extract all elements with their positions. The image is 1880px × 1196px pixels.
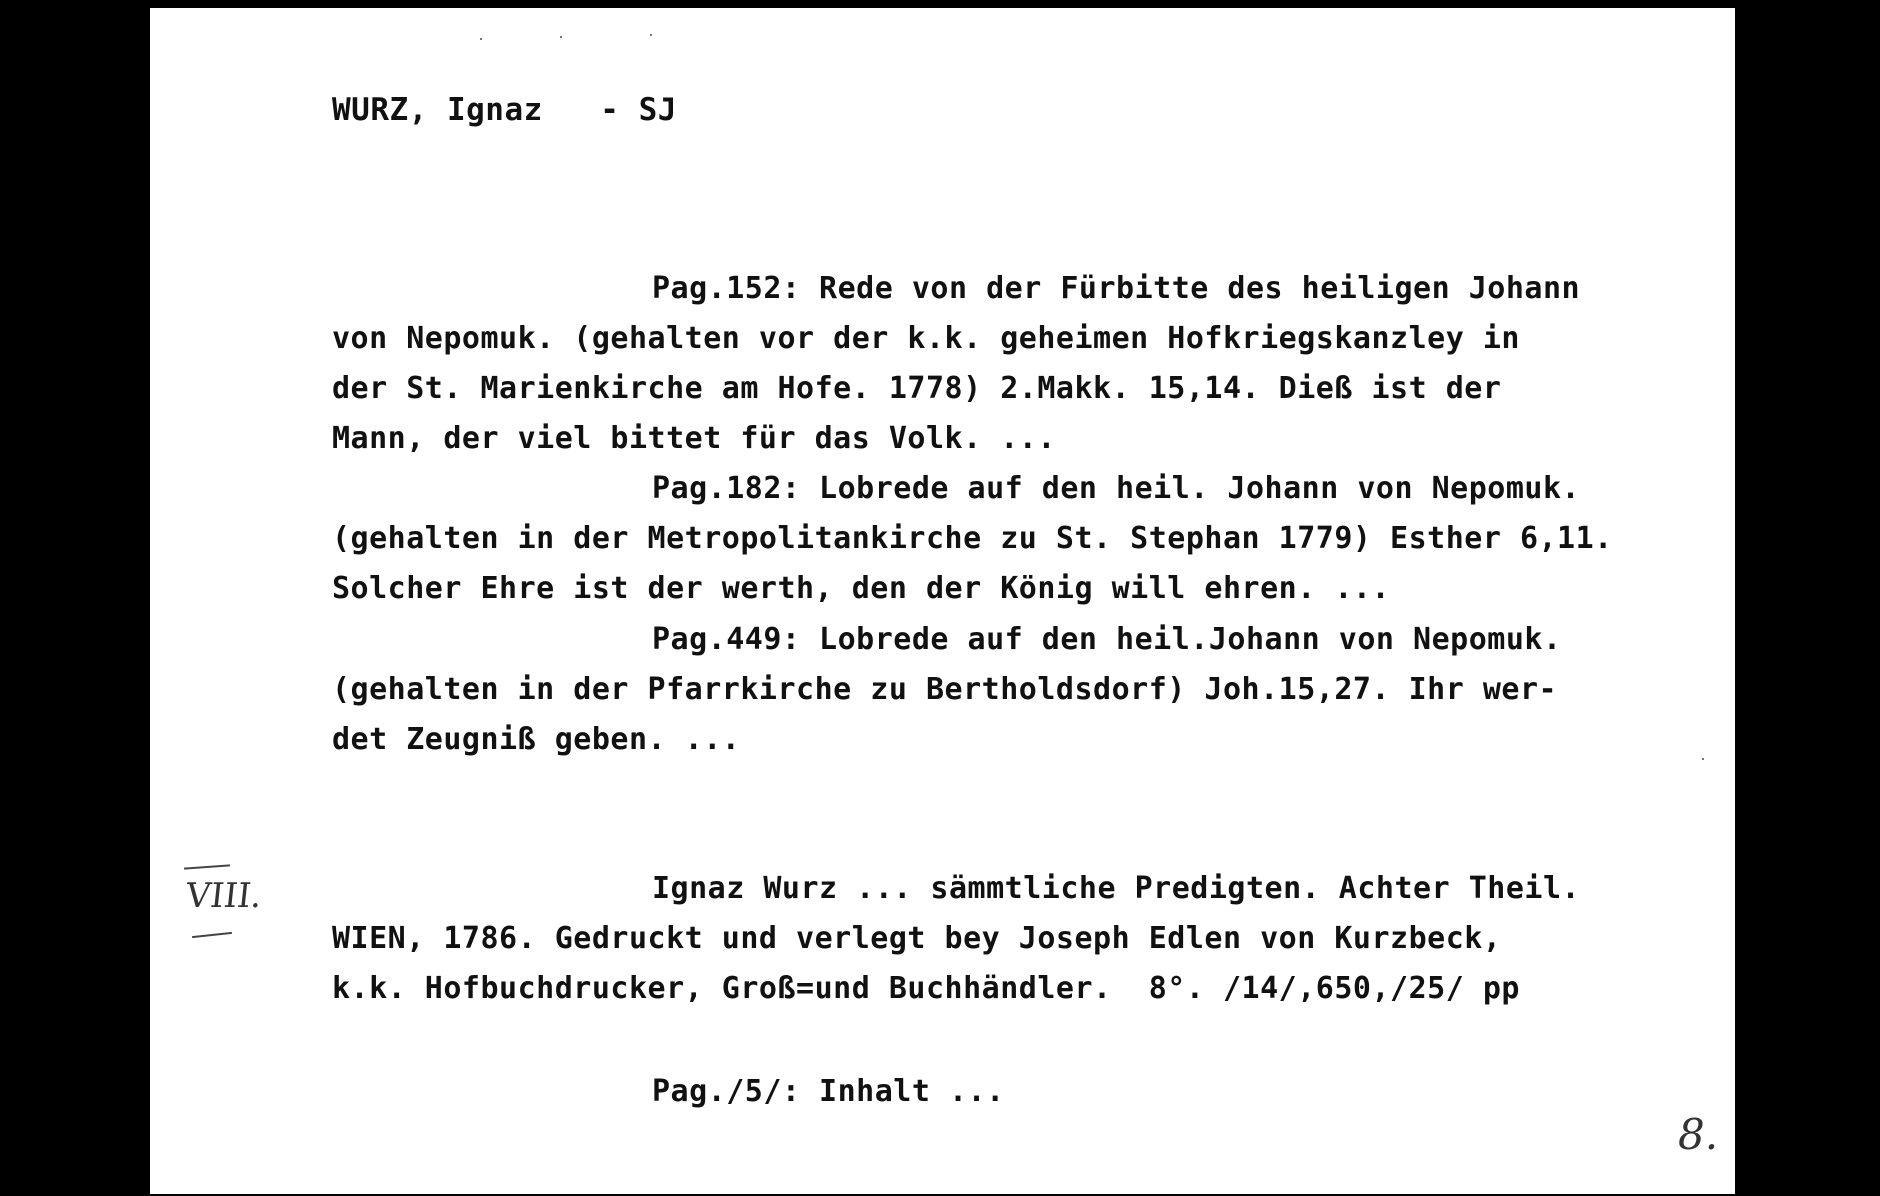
bibliography-line: WIEN, 1786. Gedruckt und verlegt bey Joseph Edlen von Kurzbeck, [332, 921, 1502, 956]
volume-marker: VIII. [183, 876, 264, 916]
entry-line: Pag.182: Lobrede auf den heil. Johann von Nepomuk. [652, 471, 1581, 506]
entry-line: (gehalten in der Pfarrkirche zu Bertholdsdorf) Joh.15,27. Ihr wer- [332, 672, 1558, 707]
marker-rule [184, 864, 230, 869]
entry-line: (gehalten in der Metropolitankirche zu St. Stephan 1779) Esther 6,11. [332, 521, 1613, 556]
bibliography-line: k.k. Hofbuchdrucker, Groß=und Buchhändler. 8°. /14/,650,/25/ pp [332, 971, 1520, 1006]
entry-line: Pag.152: Rede von der Fürbitte des heiligen Johann [652, 271, 1581, 306]
contents-line: Pag./5/: Inhalt ... [652, 1074, 1005, 1109]
scan-speck [480, 38, 482, 40]
entry-line: von Nepomuk. (gehalten vor der k.k. geheimen Hofkriegskanzley in [332, 321, 1520, 356]
scan-speck [650, 34, 652, 36]
entry-line: Pag.449: Lobrede auf den heil.Johann von Nepomuk. [652, 622, 1562, 657]
entry-line: Solcher Ehre ist der werth, den der König will ehren. ... [332, 571, 1391, 606]
card-header: WURZ, Ignaz - SJ [332, 92, 677, 128]
entry-line: det Zeugniß geben. ... [332, 722, 741, 757]
entry-line: Mann, der viel bittet für das Volk. ... [332, 421, 1056, 456]
marker-rule [192, 932, 232, 938]
page-number: 8. [1678, 1110, 1719, 1159]
scan-speck [1702, 758, 1704, 760]
scan-speck [560, 36, 562, 38]
index-card [150, 8, 1735, 1194]
bibliography-line: Ignaz Wurz ... sämmtliche Predigten. Achter Theil. [652, 871, 1581, 906]
entry-line: der St. Marienkirche am Hofe. 1778) 2.Makk. 15,14. Dieß ist der [332, 371, 1502, 406]
